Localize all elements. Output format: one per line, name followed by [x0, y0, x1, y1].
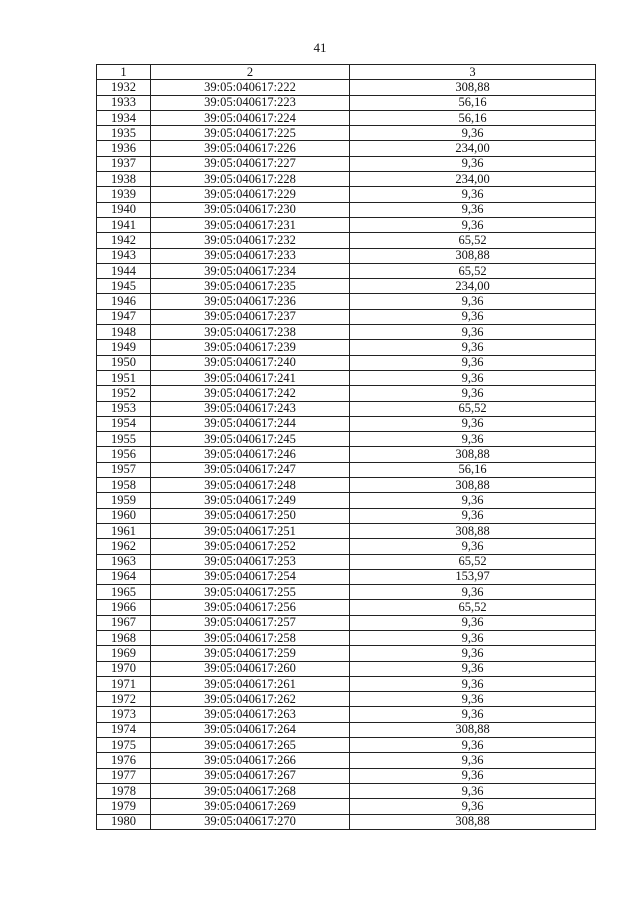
value-cell: 9,36	[350, 202, 596, 217]
row-number-cell: 1970	[97, 661, 151, 676]
cadastral-number-cell: 39:05:040617:247	[151, 462, 350, 477]
row-number-cell: 1962	[97, 539, 151, 554]
cadastral-number-cell: 39:05:040617:255	[151, 585, 350, 600]
cadastral-number-cell: 39:05:040617:242	[151, 386, 350, 401]
value-cell: 308,88	[350, 80, 596, 95]
row-number-cell: 1980	[97, 814, 151, 829]
row-number-cell: 1940	[97, 202, 151, 217]
row-number-cell: 1942	[97, 233, 151, 248]
table-row	[97, 722, 596, 737]
cadastral-number-cell: 39:05:040617:248	[151, 478, 350, 493]
table-row	[97, 447, 596, 462]
cadastral-number-cell: 39:05:040617:259	[151, 646, 350, 661]
value-cell: 9,36	[350, 340, 596, 355]
table-row	[97, 692, 596, 707]
table-row	[97, 478, 596, 493]
table-row	[97, 325, 596, 340]
row-number-cell: 1972	[97, 692, 151, 707]
cadastral-number-cell: 39:05:040617:230	[151, 202, 350, 217]
row-number-cell: 1973	[97, 707, 151, 722]
cadastral-number-cell: 39:05:040617:240	[151, 355, 350, 370]
row-number-cell: 1967	[97, 615, 151, 630]
cadastral-number-cell: 39:05:040617:232	[151, 233, 350, 248]
table-row	[97, 187, 596, 202]
row-number-cell: 1958	[97, 478, 151, 493]
column-header: 1	[97, 65, 151, 80]
table-row	[97, 110, 596, 125]
row-number-cell: 1937	[97, 156, 151, 171]
value-cell: 9,36	[350, 768, 596, 783]
row-number-cell: 1933	[97, 95, 151, 110]
cadastral-number-cell: 39:05:040617:235	[151, 279, 350, 294]
cadastral-number-cell: 39:05:040617:245	[151, 432, 350, 447]
value-cell: 9,36	[350, 156, 596, 171]
row-number-cell: 1947	[97, 309, 151, 324]
row-number-cell: 1960	[97, 508, 151, 523]
value-cell: 234,00	[350, 141, 596, 156]
row-number-cell: 1955	[97, 432, 151, 447]
row-number-cell: 1934	[97, 110, 151, 125]
cadastral-number-cell: 39:05:040617:257	[151, 615, 350, 630]
row-number-cell: 1943	[97, 248, 151, 263]
cadastral-number-cell: 39:05:040617:226	[151, 141, 350, 156]
value-cell: 9,36	[350, 539, 596, 554]
table-row	[97, 799, 596, 814]
value-cell: 9,36	[350, 325, 596, 340]
table-row	[97, 263, 596, 278]
row-number-cell: 1977	[97, 768, 151, 783]
table-row	[97, 600, 596, 615]
cadastral-number-cell: 39:05:040617:269	[151, 799, 350, 814]
table-row	[97, 294, 596, 309]
row-number-cell: 1953	[97, 401, 151, 416]
row-number-cell: 1964	[97, 569, 151, 584]
row-number-cell: 1961	[97, 523, 151, 538]
row-number-cell: 1968	[97, 630, 151, 645]
column-header: 3	[350, 65, 596, 80]
value-cell: 153,97	[350, 569, 596, 584]
table-row	[97, 585, 596, 600]
value-cell: 9,36	[350, 126, 596, 141]
row-number-cell: 1938	[97, 172, 151, 187]
table-row	[97, 554, 596, 569]
table-row	[97, 386, 596, 401]
cadastral-number-cell: 39:05:040617:222	[151, 80, 350, 95]
cadastral-number-cell: 39:05:040617:234	[151, 263, 350, 278]
table-row	[97, 432, 596, 447]
value-cell: 308,88	[350, 478, 596, 493]
cadastral-number-cell: 39:05:040617:264	[151, 722, 350, 737]
cadastral-number-cell: 39:05:040617:267	[151, 768, 350, 783]
cadastral-number-cell: 39:05:040617:224	[151, 110, 350, 125]
page-number: 41	[313, 40, 327, 55]
table-row	[97, 523, 596, 538]
value-cell: 65,52	[350, 263, 596, 278]
value-cell: 234,00	[350, 172, 596, 187]
cadastral-number-cell: 39:05:040617:265	[151, 738, 350, 753]
cadastral-number-cell: 39:05:040617:244	[151, 416, 350, 431]
row-number-cell: 1957	[97, 462, 151, 477]
row-number-cell: 1974	[97, 722, 151, 737]
row-number-cell: 1948	[97, 325, 151, 340]
row-number-cell: 1939	[97, 187, 151, 202]
row-number-cell: 1951	[97, 370, 151, 385]
row-number-cell: 1944	[97, 263, 151, 278]
cadastral-number-cell: 39:05:040617:243	[151, 401, 350, 416]
row-number-cell: 1936	[97, 141, 151, 156]
value-cell: 9,36	[350, 217, 596, 232]
table-row	[97, 676, 596, 691]
cadastral-number-cell: 39:05:040617:238	[151, 325, 350, 340]
table-row	[97, 217, 596, 232]
cadastral-number-cell: 39:05:040617:270	[151, 814, 350, 829]
table-row	[97, 156, 596, 171]
row-number-cell: 1945	[97, 279, 151, 294]
cadastral-number-cell: 39:05:040617:250	[151, 508, 350, 523]
value-cell: 234,00	[350, 279, 596, 294]
row-number-cell: 1965	[97, 585, 151, 600]
value-cell: 9,36	[350, 692, 596, 707]
table-row	[97, 126, 596, 141]
row-number-cell: 1966	[97, 600, 151, 615]
table-row	[97, 370, 596, 385]
value-cell: 56,16	[350, 95, 596, 110]
cadastral-number-cell: 39:05:040617:256	[151, 600, 350, 615]
value-cell: 65,52	[350, 401, 596, 416]
row-number-cell: 1941	[97, 217, 151, 232]
value-cell: 9,36	[350, 386, 596, 401]
cadastral-number-cell: 39:05:040617:237	[151, 309, 350, 324]
cadastral-number-cell: 39:05:040617:261	[151, 676, 350, 691]
row-number-cell: 1950	[97, 355, 151, 370]
cadastral-number-cell: 39:05:040617:231	[151, 217, 350, 232]
table-row	[97, 569, 596, 584]
table-row	[97, 615, 596, 630]
table-row	[97, 233, 596, 248]
cadastral-number-cell: 39:05:040617:254	[151, 569, 350, 584]
row-number-cell: 1932	[97, 80, 151, 95]
value-cell: 9,36	[350, 432, 596, 447]
value-cell: 9,36	[350, 783, 596, 798]
row-number-cell: 1978	[97, 783, 151, 798]
value-cell: 65,52	[350, 554, 596, 569]
value-cell: 9,36	[350, 508, 596, 523]
value-cell: 9,36	[350, 661, 596, 676]
table-row	[97, 95, 596, 110]
table-row	[97, 508, 596, 523]
cadastral-number-cell: 39:05:040617:253	[151, 554, 350, 569]
cadastral-number-cell: 39:05:040617:227	[151, 156, 350, 171]
table-row	[97, 80, 596, 95]
cadastral-number-cell: 39:05:040617:239	[151, 340, 350, 355]
cadastral-number-cell: 39:05:040617:228	[151, 172, 350, 187]
table-row	[97, 248, 596, 263]
cadastral-number-cell: 39:05:040617:241	[151, 370, 350, 385]
value-cell: 65,52	[350, 233, 596, 248]
column-header: 2	[151, 65, 350, 80]
value-cell: 308,88	[350, 722, 596, 737]
row-number-cell: 1949	[97, 340, 151, 355]
cadastral-number-cell: 39:05:040617:251	[151, 523, 350, 538]
row-number-cell: 1969	[97, 646, 151, 661]
cadastral-number-cell: 39:05:040617:236	[151, 294, 350, 309]
table-body	[97, 80, 596, 830]
table-row	[97, 416, 596, 431]
value-cell: 9,36	[350, 753, 596, 768]
table-row	[97, 279, 596, 294]
row-number-cell: 1954	[97, 416, 151, 431]
value-cell: 9,36	[350, 630, 596, 645]
table-row	[97, 355, 596, 370]
table-row	[97, 172, 596, 187]
value-cell: 9,36	[350, 738, 596, 753]
value-cell: 9,36	[350, 676, 596, 691]
table-row	[97, 493, 596, 508]
value-cell: 308,88	[350, 447, 596, 462]
cadastral-number-cell: 39:05:040617:233	[151, 248, 350, 263]
row-number-cell: 1975	[97, 738, 151, 753]
value-cell: 9,36	[350, 416, 596, 431]
row-number-cell: 1935	[97, 126, 151, 141]
cadastral-number-cell: 39:05:040617:258	[151, 630, 350, 645]
value-cell: 9,36	[350, 707, 596, 722]
table-row	[97, 630, 596, 645]
table-row	[97, 768, 596, 783]
row-number-cell: 1979	[97, 799, 151, 814]
data-table	[96, 64, 596, 830]
value-cell: 308,88	[350, 523, 596, 538]
table-row	[97, 738, 596, 753]
value-cell: 65,52	[350, 600, 596, 615]
cadastral-number-cell: 39:05:040617:246	[151, 447, 350, 462]
cadastral-number-cell: 39:05:040617:268	[151, 783, 350, 798]
value-cell: 308,88	[350, 814, 596, 829]
cadastral-number-cell: 39:05:040617:225	[151, 126, 350, 141]
table-row	[97, 462, 596, 477]
value-cell: 9,36	[350, 493, 596, 508]
row-number-cell: 1952	[97, 386, 151, 401]
cadastral-number-cell: 39:05:040617:260	[151, 661, 350, 676]
cadastral-number-cell: 39:05:040617:262	[151, 692, 350, 707]
row-number-cell: 1963	[97, 554, 151, 569]
table-row	[97, 783, 596, 798]
table-row	[97, 309, 596, 324]
table-row	[97, 707, 596, 722]
table-header-row	[97, 65, 596, 80]
value-cell: 9,36	[350, 294, 596, 309]
value-cell: 9,36	[350, 799, 596, 814]
table-row	[97, 814, 596, 829]
table-row	[97, 340, 596, 355]
row-number-cell: 1976	[97, 753, 151, 768]
value-cell: 56,16	[350, 462, 596, 477]
table-row	[97, 539, 596, 554]
cadastral-number-cell: 39:05:040617:266	[151, 753, 350, 768]
value-cell: 9,36	[350, 309, 596, 324]
row-number-cell: 1946	[97, 294, 151, 309]
value-cell: 308,88	[350, 248, 596, 263]
table-row	[97, 753, 596, 768]
value-cell: 56,16	[350, 110, 596, 125]
row-number-cell: 1959	[97, 493, 151, 508]
cadastral-number-cell: 39:05:040617:252	[151, 539, 350, 554]
cadastral-number-cell: 39:05:040617:223	[151, 95, 350, 110]
value-cell: 9,36	[350, 355, 596, 370]
table-row	[97, 401, 596, 416]
table-row	[97, 646, 596, 661]
value-cell: 9,36	[350, 615, 596, 630]
cadastral-number-cell: 39:05:040617:229	[151, 187, 350, 202]
cadastral-number-cell: 39:05:040617:249	[151, 493, 350, 508]
row-number-cell: 1956	[97, 447, 151, 462]
cadastral-number-cell: 39:05:040617:263	[151, 707, 350, 722]
value-cell: 9,36	[350, 646, 596, 661]
value-cell: 9,36	[350, 187, 596, 202]
value-cell: 9,36	[350, 370, 596, 385]
value-cell: 9,36	[350, 585, 596, 600]
table-row	[97, 141, 596, 156]
table-row	[97, 661, 596, 676]
row-number-cell: 1971	[97, 676, 151, 691]
table-row	[97, 202, 596, 217]
